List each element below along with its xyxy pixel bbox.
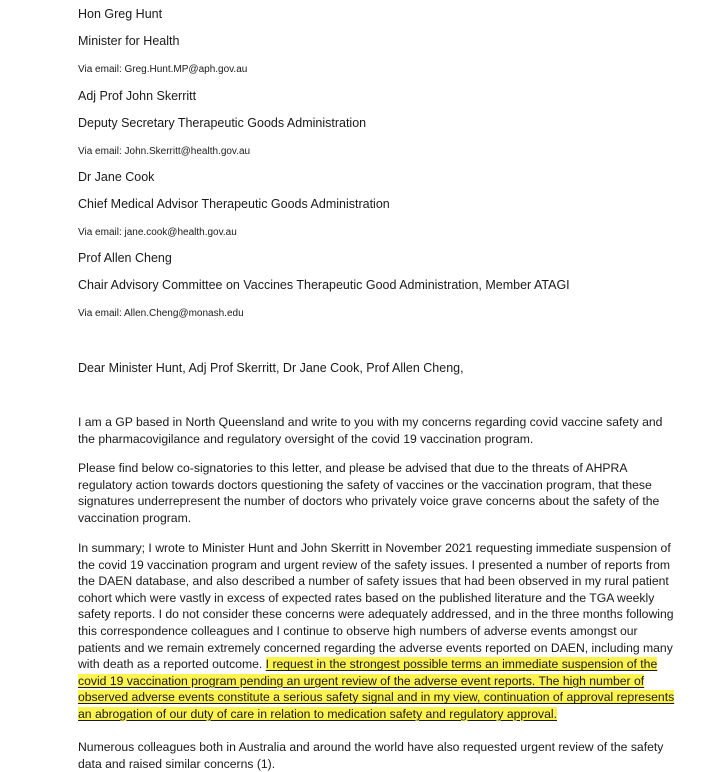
recipient-title: Chief Medical Advisor Therapeutic Goods Administration bbox=[78, 197, 390, 211]
recipient-title: Deputy Secretary Therapeutic Goods Administration bbox=[78, 116, 367, 130]
recipient-email: Via email: John.Skerritt@health.gov.au bbox=[78, 146, 251, 157]
recipient-title: Minister for Health bbox=[78, 34, 180, 48]
recipient-name: Prof Allen Cheng bbox=[78, 251, 172, 265]
summary-text: In summary; I wrote to Minister Hunt and John Skerritt in November 2021 requesting immediate suspension of the covid 19 vaccination program and urgent review of the safety issues. I presented a number of reports from the DAEN database, and also described a number of safety issues that had been observed in my rural patient cohort which were vastly in excess of expected rates based on the published literature and the TGA weekly safety reports. I do not consider these concerns were adequately addressed, and in the three months following this correspondence colleagues and I continue to observe high numbers of adverse events amongst our patients and we remain extremely concerned regarding the adverse events reported on DAEN, including many with death as a reported outcome. bbox=[78, 541, 674, 672]
recipient-name: Dr Jane Cook bbox=[78, 170, 155, 184]
recipient-email: Via email: jane.cook@health.gov.au bbox=[78, 227, 237, 238]
recipient-email: Via email: Allen.Cheng@monash.edu bbox=[78, 308, 244, 319]
recipient-name: Hon Greg Hunt bbox=[78, 7, 163, 21]
recipient-email: Via email: Greg.Hunt.MP@aph.gov.au bbox=[78, 64, 248, 75]
highlighted-request: I request in the strongest possible terms an immediate suspension of the covid 19 vaccination program pending an urgent review of the adverse event reports. The high number of observed adverse events constitute a serious safety signal and in my view, continuation of approval represents an abrogation of our duty of care in relation to medication safety and regulatory approval. bbox=[78, 657, 675, 721]
paragraph-colleagues: Numerous colleagues both in Australia and around the world have also requested urgent review of the safety data and raised similar concerns (1). bbox=[78, 740, 664, 771]
salutation: Dear Minister Hunt, Adj Prof Skerritt, Dr Jane Cook, Prof Allen Cheng, bbox=[78, 361, 464, 375]
recipient-title: Chair Advisory Committee on Vaccines Therapeutic Good Administration, Member ATAGI bbox=[78, 278, 570, 292]
paragraph-cosignatories: Please find below co-signatories to this letter, and please be advised that due to the threats of AHPRA regulatory action towards doctors questioning the safety of vaccines or the vaccination program, that these signatures underrepresent the number of doctors who privately voice grave concerns about the safety of the vaccination program. bbox=[78, 461, 660, 525]
recipient-name: Adj Prof John Skerritt bbox=[78, 89, 197, 103]
paragraph-intro: I am a GP based in North Queensland and write to you with my concerns regarding covid vaccine safety and the pharmacovigilance and regulatory oversight of the covid 19 vaccination program. bbox=[78, 415, 663, 446]
paragraph-summary bbox=[78, 540, 678, 723]
